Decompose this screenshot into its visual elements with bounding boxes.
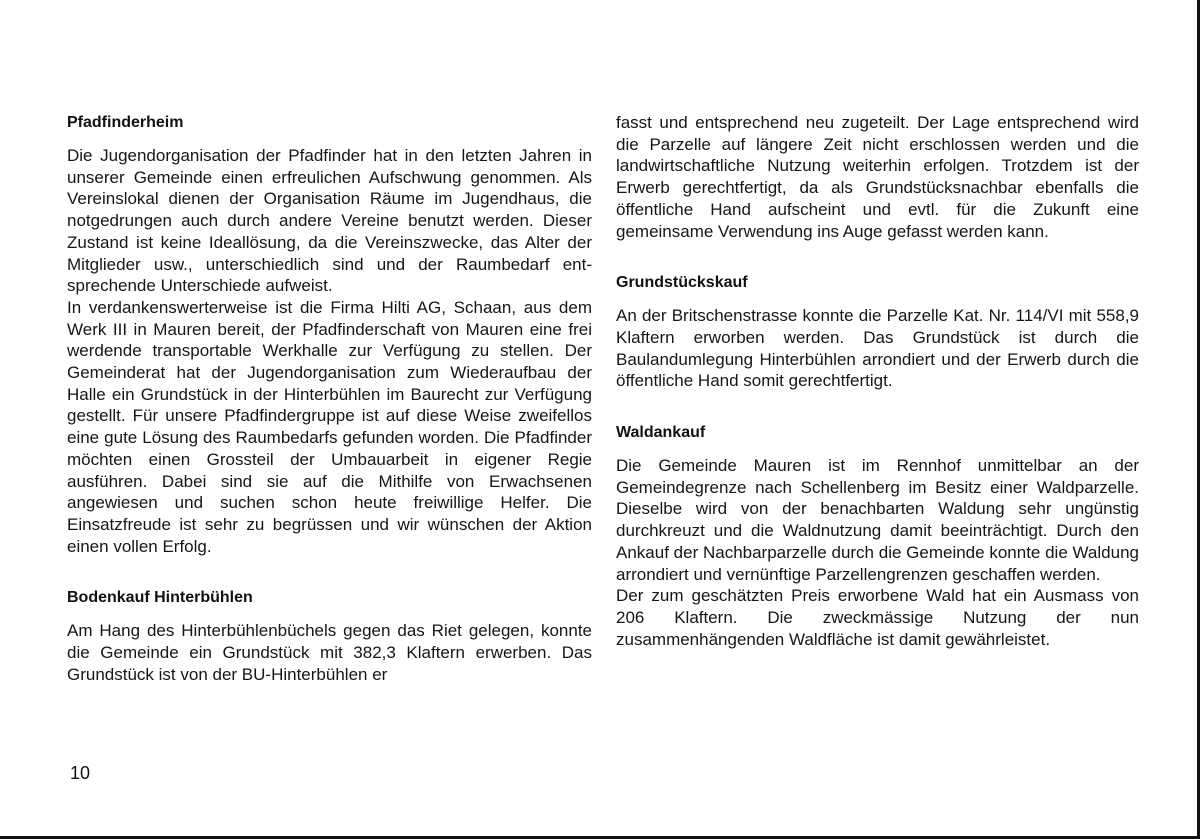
page-number: 10 xyxy=(70,763,91,783)
pfadfinderheim-paragraph-2: In verdankenswerterweise ist die Firma Hilti AG, Schaan, aus dem Werk III in Mauren bereit, der Pfadfinderschaft von Mauren eine frei werdende transportable Werkhalle zur Verfügung zu stellen. Der Gemeinderat hat der Jugendorganisation zum Wiederaufbau der Halle ein Grundstück in der Hinterbühlen im Baurecht zur Verfügung gestellt. Für unsere Pfadfindergruppe ist auf diese Weise zweifellos eine gute Lösung des Raumbedarfs gefunden worden. Die Pfadfinder möchten einen Grossteil der Umbauarbeit in eigener Regie ausführen. Dabei sind sie auf die Mithilfe von Erwachsenen angewiesen und suchen schon heute freiwillige Helfer. Die Einsatzfreude ist sehr zu begrüssen und wir wünschen der Aktion einen vollen Erfolg. xyxy=(67,297,592,556)
pfadfinderheim-paragraph-1: Die Jugendorganisation der Pfadfinder hat in den letzten Jahren in unserer Gemeinde einen erfreulichen Aufschwung genommen. Als Vereinslokal dienen der Organisation Räume im Jugendhaus, die notgedrungen auch durch andere Vereine benutzt werden. Dieser Zustand ist keine Ideallösung, da die Vereinszwecke, das Alter der Mitglieder usw., unterschiedlich sind und der Raumbedarf entsprechende Unterschiede aufweist. xyxy=(67,146,592,296)
left-column xyxy=(67,112,592,685)
grundstueckskauf-paragraph-1: An der Britschenstrasse konnte die Parzelle Kat. Nr. 114/VI mit 558,9 Klaftern erworben werden. Das Grundstück ist durch die Baulandumlegung Hinterbühlen arrondiert und der Erwerb durch die öffentliche Hand somit gerechtfertigt. xyxy=(616,306,1139,391)
heading-grundstueckskauf: Grundstückskauf xyxy=(616,274,748,292)
right-column xyxy=(616,112,1139,650)
bodenkauf-paragraph-1: Am Hang des Hinterbühlenbüchels gegen das Riet gelegen, konnte die Gemeinde ein Grundstück mit 382,3 Klaftern erwerben. Das Grundstück ist von der BU-Hinterbühlen er xyxy=(67,621,592,684)
heading-bodenkauf-hinterbuehlen: Bodenkauf Hinterbühlen xyxy=(67,589,253,607)
heading-waldankauf: Waldankauf xyxy=(616,424,706,442)
waldankauf-paragraph-2: Der zum geschätzten Preis erworbene Wald hat ein Ausmass von 206 Klaftern. Die zweckmässige Nutzung der nun zusammenhängenden Waldfläche ist damit gewährleistet. xyxy=(616,586,1139,649)
heading-pfadfinderheim: Pfadfinderheim xyxy=(67,114,184,131)
bodenkauf-continuation: fasst und entsprechend neu zugeteilt. Der Lage entsprechend wird die Parzelle auf längere Zeit nicht erschlossen werden und die landwirtschaftliche Nutzung weiterhin erfolgen. Trotzdem ist der Erwerb gerechtfertigt, da als Grundstücksnachbar ebenfalls die öffentliche Hand aufscheint und evtl. für die Zukunft eine gemeinsame Verwendung ins Auge gefasst werden kann. xyxy=(616,113,1139,241)
waldankauf-paragraph-1: Die Gemeinde Mauren ist im Rennhof unmittelbar an der Gemeindegrenze nach Schellenberg im Besitz einer Waldparzelle. Dieselbe wird von der benachbarten Waldung sehr ungünstig durchkreuzt und die Waldnutzung damit beeinträchtigt. Durch den Ankauf der Nachbarparzelle durch die Gemeinde konnte die Waldung arrondiert und vernünftige Parzellengrenzen geschaffen werden. xyxy=(616,456,1139,584)
